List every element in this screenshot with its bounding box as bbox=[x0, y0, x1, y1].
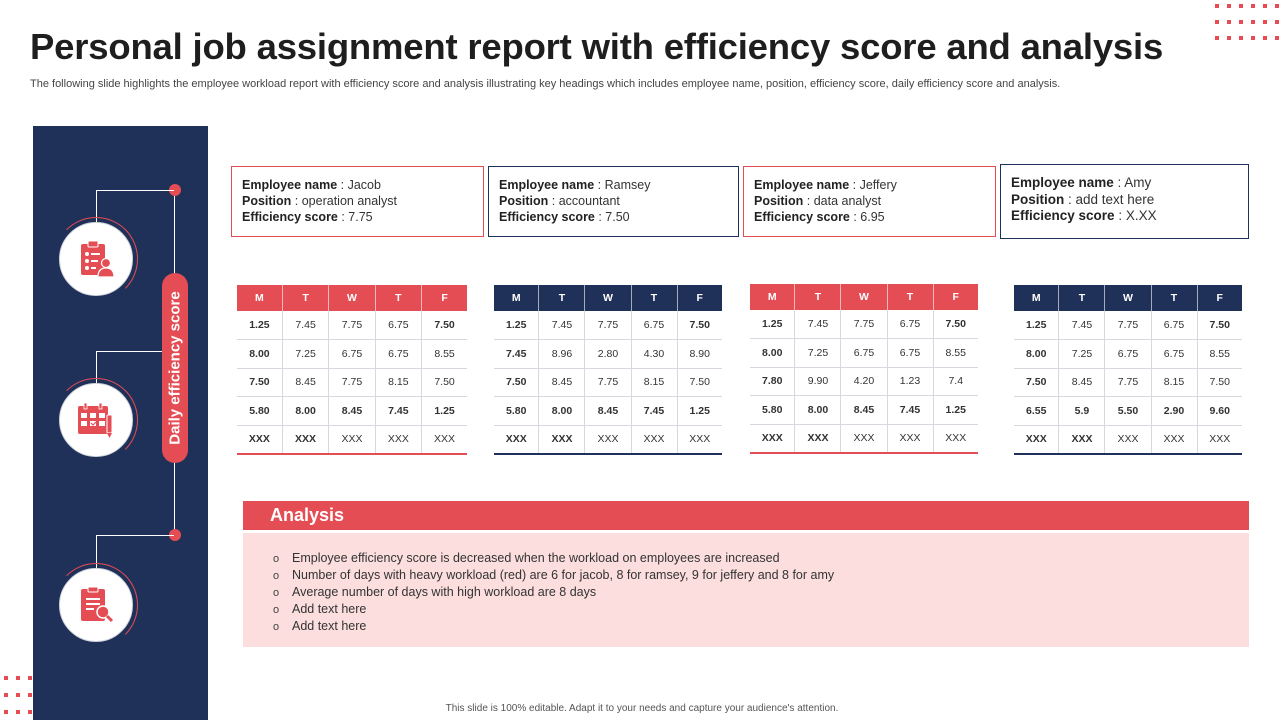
employee-score: : 6.95 bbox=[849, 210, 885, 224]
day-header: T bbox=[1059, 285, 1105, 311]
day-header: F bbox=[677, 285, 722, 311]
score-cell: 1.25 bbox=[677, 397, 722, 426]
score-cell: 6.55 bbox=[1014, 397, 1059, 426]
score-cell: 6.75 bbox=[1151, 311, 1197, 340]
score-cell: 7.50 bbox=[1197, 368, 1242, 397]
score-cell: 7.4 bbox=[933, 367, 978, 396]
score-cell: XXX bbox=[282, 425, 328, 454]
score-cell: XXX bbox=[585, 425, 631, 454]
score-cell: XXX bbox=[1151, 425, 1197, 454]
score-cell: 6.75 bbox=[375, 340, 421, 369]
employee-position: : add text here bbox=[1064, 191, 1155, 207]
connector-line bbox=[96, 190, 174, 191]
day-header: T bbox=[1151, 285, 1197, 311]
score-label: Efficiency score bbox=[1011, 208, 1115, 223]
day-header: W bbox=[1105, 285, 1151, 311]
day-header: T bbox=[375, 285, 421, 311]
score-cell: 8.00 bbox=[795, 396, 841, 425]
position-label: Position bbox=[499, 194, 549, 208]
score-cell: 1.25 bbox=[750, 310, 795, 339]
name-label: Employee name bbox=[242, 178, 338, 192]
daily-efficiency-label: Daily efficiency score bbox=[166, 291, 184, 445]
score-cell: 7.50 bbox=[677, 368, 722, 397]
score-cell: 6.75 bbox=[375, 311, 421, 340]
day-header: M bbox=[237, 285, 282, 311]
score-cell: 1.25 bbox=[237, 311, 282, 340]
score-cell: 7.75 bbox=[329, 311, 375, 340]
score-cell: 8.15 bbox=[375, 368, 421, 397]
score-cell: XXX bbox=[1014, 425, 1059, 454]
analysis-item: o Number of days with heavy workload (red) are 6 for jacob, 8 for ramsey, 9 for jeffery and 8 for amy bbox=[273, 567, 834, 584]
score-cell: 5.80 bbox=[750, 396, 795, 425]
score-cell: 1.25 bbox=[1014, 311, 1059, 340]
score-cell: 8.45 bbox=[585, 397, 631, 426]
score-cell: 4.30 bbox=[631, 340, 677, 369]
score-cell: 6.75 bbox=[631, 311, 677, 340]
employee-position: : operation analyst bbox=[291, 194, 397, 208]
score-cell: 8.90 bbox=[677, 340, 722, 369]
position-label: Position bbox=[1011, 191, 1065, 207]
analysis-item: o Add text here bbox=[273, 618, 834, 635]
score-cell: 5.80 bbox=[237, 397, 282, 426]
score-cell: 8.45 bbox=[282, 368, 328, 397]
score-label: Efficiency score bbox=[242, 210, 338, 224]
analysis-list bbox=[273, 550, 834, 635]
day-header: T bbox=[282, 285, 328, 311]
day-header: W bbox=[841, 284, 887, 310]
score-cell: 6.75 bbox=[1105, 340, 1151, 369]
employee-name: : Jacob bbox=[337, 178, 381, 192]
score-cell: 1.23 bbox=[887, 367, 933, 396]
report-search-icon bbox=[77, 585, 115, 625]
score-cell: 6.75 bbox=[887, 339, 933, 368]
score-cell: 5.50 bbox=[1105, 397, 1151, 426]
score-cell: XXX bbox=[1197, 425, 1242, 454]
score-cell: 8.15 bbox=[1151, 368, 1197, 397]
score-cell: 7.75 bbox=[1105, 311, 1151, 340]
employee-score: : X.XX bbox=[1114, 208, 1157, 223]
score-cell: XXX bbox=[494, 425, 539, 454]
score-cell: 8.96 bbox=[539, 340, 585, 369]
score-cell: 9.60 bbox=[1197, 397, 1242, 426]
score-cell: 7.75 bbox=[585, 311, 631, 340]
score-cell: 8.55 bbox=[1197, 340, 1242, 369]
employee-profile-icon bbox=[77, 239, 115, 279]
score-cell: XXX bbox=[237, 425, 282, 454]
employee-position: : accountant bbox=[548, 194, 620, 208]
day-header: T bbox=[795, 284, 841, 310]
footer-note: This slide is 100% editable. Adapt it to your needs and capture your audience's attention. bbox=[445, 703, 839, 714]
score-cell: 7.45 bbox=[282, 311, 328, 340]
employee-name: : Ramsey bbox=[594, 178, 651, 192]
employee-card-ramsey bbox=[488, 166, 739, 237]
analysis-header bbox=[243, 501, 1249, 530]
name-label: Employee name bbox=[499, 178, 595, 192]
daily-score-table-amy bbox=[1014, 285, 1242, 455]
employee-name: : Amy bbox=[1113, 175, 1152, 190]
score-cell: 7.50 bbox=[422, 311, 467, 340]
score-cell: 8.45 bbox=[329, 397, 375, 426]
daily-score-table-ramsey bbox=[494, 285, 722, 455]
score-cell: XXX bbox=[329, 425, 375, 454]
score-cell: 8.45 bbox=[539, 368, 585, 397]
score-cell: XXX bbox=[795, 424, 841, 453]
score-cell: 7.45 bbox=[887, 396, 933, 425]
score-cell: 7.45 bbox=[631, 397, 677, 426]
employee-card-jeffery bbox=[743, 166, 996, 237]
score-cell: 6.75 bbox=[1151, 340, 1197, 369]
day-header: M bbox=[750, 284, 795, 310]
score-cell: 7.45 bbox=[494, 340, 539, 369]
day-header: W bbox=[585, 285, 631, 311]
score-cell: 8.45 bbox=[841, 396, 887, 425]
score-cell: 7.50 bbox=[1014, 368, 1059, 397]
icon-circle bbox=[59, 222, 133, 296]
score-cell: 7.45 bbox=[539, 311, 585, 340]
score-cell: 7.75 bbox=[1105, 368, 1151, 397]
score-cell: 2.90 bbox=[1151, 397, 1197, 426]
day-header: M bbox=[494, 285, 539, 311]
day-header: T bbox=[631, 285, 677, 311]
score-cell: XXX bbox=[841, 424, 887, 453]
score-cell: XXX bbox=[887, 424, 933, 453]
daily-score-table-jacob bbox=[237, 285, 467, 455]
score-cell: 6.75 bbox=[329, 340, 375, 369]
employee-score: : 7.75 bbox=[337, 210, 373, 224]
page-title: Personal job assignment report with efficiency score and analysis bbox=[30, 26, 1164, 67]
score-cell: XXX bbox=[1059, 425, 1105, 454]
score-cell: 7.25 bbox=[795, 339, 841, 368]
score-cell: 7.75 bbox=[841, 310, 887, 339]
calendar-schedule-icon bbox=[76, 401, 116, 439]
position-label: Position bbox=[242, 194, 292, 208]
score-cell: 8.15 bbox=[631, 368, 677, 397]
employee-name: : Jeffery bbox=[849, 178, 897, 192]
score-cell: 8.00 bbox=[237, 340, 282, 369]
icon-circle bbox=[59, 383, 133, 457]
name-label: Employee name bbox=[1011, 175, 1114, 190]
score-cell: XXX bbox=[539, 425, 585, 454]
score-cell: 7.50 bbox=[237, 368, 282, 397]
decorative-dots-top-right bbox=[1215, 4, 1279, 40]
score-cell: XXX bbox=[677, 425, 722, 454]
score-cell: 7.45 bbox=[795, 310, 841, 339]
day-header: M bbox=[1014, 285, 1059, 311]
score-cell: 7.80 bbox=[750, 367, 795, 396]
day-header: F bbox=[1197, 285, 1242, 311]
icon-circle bbox=[59, 568, 133, 642]
score-cell: 5.9 bbox=[1059, 397, 1105, 426]
day-header: T bbox=[539, 285, 585, 311]
day-header: T bbox=[887, 284, 933, 310]
employee-card-amy bbox=[1000, 164, 1249, 239]
score-cell: 9.90 bbox=[795, 367, 841, 396]
score-cell: 1.25 bbox=[422, 397, 467, 426]
score-cell: XXX bbox=[933, 424, 978, 453]
score-cell: XXX bbox=[750, 424, 795, 453]
employee-score: : 7.50 bbox=[594, 210, 630, 224]
score-cell: 7.25 bbox=[1059, 340, 1105, 369]
analysis-item: o Add text here bbox=[273, 601, 834, 618]
score-cell: 7.45 bbox=[1059, 311, 1105, 340]
score-cell: 6.75 bbox=[887, 310, 933, 339]
score-cell: 1.25 bbox=[494, 311, 539, 340]
score-cell: 1.25 bbox=[933, 396, 978, 425]
score-cell: 7.75 bbox=[329, 368, 375, 397]
score-cell: 7.50 bbox=[422, 368, 467, 397]
day-header: F bbox=[422, 285, 467, 311]
score-cell: 7.50 bbox=[1197, 311, 1242, 340]
score-cell: XXX bbox=[1105, 425, 1151, 454]
analysis-body bbox=[243, 533, 1249, 647]
score-cell: 5.80 bbox=[494, 397, 539, 426]
score-cell: 8.00 bbox=[282, 397, 328, 426]
score-cell: XXX bbox=[375, 425, 421, 454]
analysis-item: o Average number of days with high workload are 8 days bbox=[273, 584, 834, 601]
score-label: Efficiency score bbox=[754, 210, 850, 224]
score-cell: 4.20 bbox=[841, 367, 887, 396]
score-cell: 6.75 bbox=[841, 339, 887, 368]
score-cell: 8.55 bbox=[933, 339, 978, 368]
day-header: F bbox=[933, 284, 978, 310]
score-cell: 8.00 bbox=[539, 397, 585, 426]
score-cell: XXX bbox=[631, 425, 677, 454]
score-cell: 7.50 bbox=[494, 368, 539, 397]
score-cell: 8.45 bbox=[1059, 368, 1105, 397]
score-cell: 2.80 bbox=[585, 340, 631, 369]
connector-line bbox=[96, 535, 174, 536]
score-cell: 7.50 bbox=[677, 311, 722, 340]
daily-score-table-jeffery bbox=[750, 284, 978, 454]
analysis-item: o Employee efficiency score is decreased when the workload on employees are increased bbox=[273, 550, 834, 567]
name-label: Employee name bbox=[754, 178, 850, 192]
score-cell: 7.25 bbox=[282, 340, 328, 369]
score-cell: 7.75 bbox=[585, 368, 631, 397]
score-cell: 8.00 bbox=[750, 339, 795, 368]
score-label: Efficiency score bbox=[499, 210, 595, 224]
employee-card-jacob bbox=[231, 166, 484, 237]
score-cell: 7.50 bbox=[933, 310, 978, 339]
day-header: W bbox=[329, 285, 375, 311]
score-cell: 8.55 bbox=[422, 340, 467, 369]
page-subtitle: The following slide highlights the employee workload report with efficiency score and analysis illustrating key headings which includes employee name, position, efficiency score, daily efficiency score and analysis. bbox=[30, 78, 1061, 90]
employee-position: : data analyst bbox=[803, 194, 882, 208]
score-cell: 7.45 bbox=[375, 397, 421, 426]
score-cell: 8.00 bbox=[1014, 340, 1059, 369]
position-label: Position bbox=[754, 194, 804, 208]
score-cell: XXX bbox=[422, 425, 467, 454]
analysis-title: Analysis bbox=[270, 505, 345, 525]
